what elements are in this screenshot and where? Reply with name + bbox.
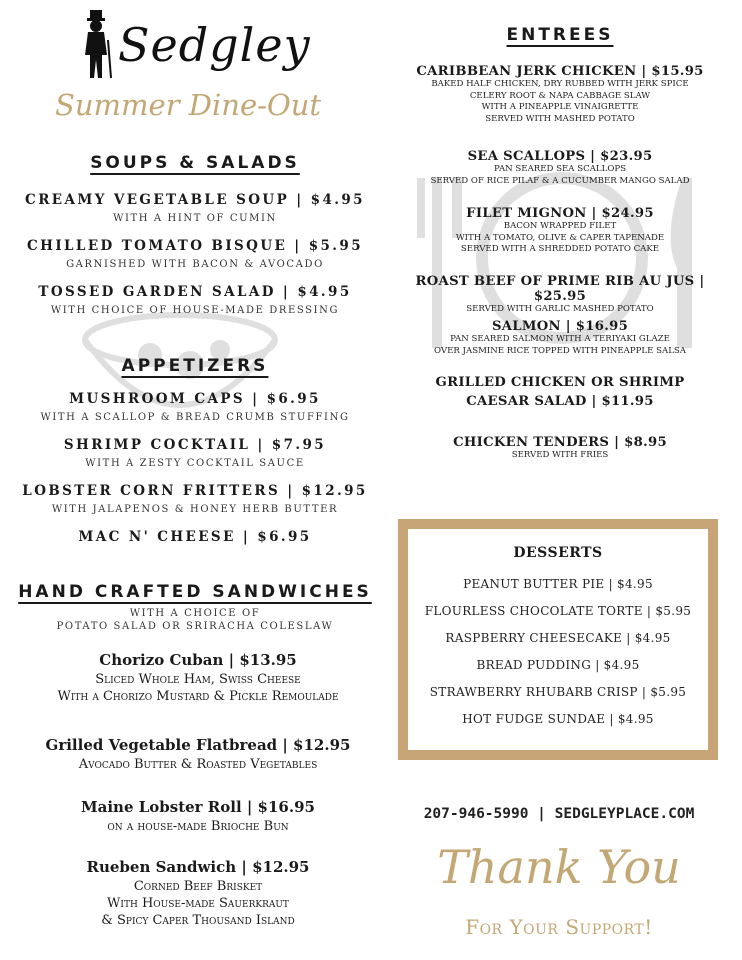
desserts-heading: DESSERTS [513, 545, 603, 561]
list-item: HOT FUDGE SUNDAE | $4.95 [462, 712, 654, 726]
top-hat-gentleman-icon [80, 10, 114, 80]
soups-list [0, 192, 390, 330]
contact-line: 207-946-5990 | SEDGLEYPLACE.COM [423, 806, 695, 822]
thank-you-text: Thank You [437, 840, 681, 894]
list-item: GRILLED CHICKEN OR SHRIMP CAESAR SALAD | $11.95 [435, 375, 685, 409]
list-item: CHILLED TOMATO BISQUE | $5.95 GARNISHED WITH BACON & AVOCADO [27, 238, 363, 270]
desserts-list [408, 577, 708, 739]
list-item: BREAD PUDDING | $4.95 [476, 658, 640, 672]
list-item: FILET MIGNON | $24.95 BACON WRAPPED FILET WITH A TOMATO, OLIVE & CAPER TAPENADE SERVED WITH A SHREDDED POTATO CAKE [455, 206, 665, 254]
support-text: For Your Support! [465, 915, 653, 939]
sandwiches-list [0, 651, 396, 928]
list-item: PEANUT BUTTER PIE | $4.95 [463, 577, 653, 591]
list-item: SALMON | $16.95 PAN SEARED SALMON WITH A TERIYAKI GLAZE OVER JASMINE RICE TOPPED WITH PINEAPPLE SALSA [433, 319, 687, 356]
list-item: MAC N' CHEESE | $6.95 [78, 529, 312, 545]
entrees-heading: ENTREES [506, 25, 614, 45]
brand-name: Sedgley [118, 18, 311, 72]
appetizers-list [0, 391, 390, 559]
entrees-list [396, 64, 724, 462]
list-item: CARIBBEAN JERK CHICKEN | $15.95 BAKED HALF CHICKEN, DRY RUBBED WITH JERK SPICE CELERY ROOT & NAPA CABBAGE SLAW WITH A PINEAPPLE VINAIGRETTE SERVED WITH MASHED POTATO [416, 64, 704, 124]
list-item: Rueben Sandwich | $12.95 Corned Beef Brisket With House-made Sauerkraut & Spicy Caper Thousand Island [86, 858, 310, 928]
list-item: Grilled Vegetable Flatbread | $12.95 Avocado Butter & Roasted Vegetables [45, 736, 351, 772]
list-item: ROAST BEEF OF PRIME RIB AU JUS | $25.95 SERVED WITH GARLIC MASHED POTATO [415, 274, 705, 314]
list-item: LOBSTER CORN FRITTERS | $12.95 WITH JALAPENOS & HONEY HERB BUTTER [22, 483, 368, 515]
desserts-box [398, 519, 718, 760]
list-item: RASPBERRY CHEESECAKE | $4.95 [445, 631, 671, 645]
list-item: SEA SCALLOPS | $23.95 PAN SEARED SEA SCALLOPS SERVED OF RICE PILAF & A CUCUMBER MANGO SALAD [430, 149, 690, 186]
appetizers-heading: APPETIZERS [121, 356, 269, 376]
list-item: CREAMY VEGETABLE SOUP | $4.95 WITH A HINT OF CUMIN [25, 192, 365, 224]
list-item: Maine Lobster Roll | $16.95 on a house-made Brioche Bun [81, 798, 315, 834]
list-item: Chorizo Cuban | $13.95 Sliced Whole Ham, Swiss Cheese With a Chorizo Mustard & Pickle Remoulade [57, 651, 339, 704]
list-item: MUSHROOM CAPS | $6.95 WITH A SCALLOP & BREAD CRUMB STUFFING [40, 391, 350, 423]
sandwiches-heading: HAND CRAFTED SANDWICHES [18, 582, 372, 602]
sandwiches-note-1: WITH A CHOICE OF [129, 608, 261, 619]
list-item: CHICKEN TENDERS | $8.95 SERVED WITH FRIES [453, 435, 667, 460]
list-item: STRAWBERRY RHUBARB CRISP | $5.95 [429, 685, 687, 699]
list-item: FLOURLESS CHOCOLATE TORTE | $5.95 [424, 604, 692, 618]
sandwiches-note-2: POTATO SALAD OR SRIRACHA COLESLAW [56, 621, 334, 632]
brand-subtitle: Summer Dine-Out [55, 88, 322, 122]
list-item: SHRIMP COCKTAIL | $7.95 WITH A ZESTY COCKTAIL SAUCE [63, 437, 327, 469]
soups-heading: SOUPS & SALADS [90, 153, 300, 173]
list-item: TOSSED GARDEN SALAD | $4.95 WITH CHOICE OF HOUSE-MADE DRESSING [38, 284, 352, 316]
